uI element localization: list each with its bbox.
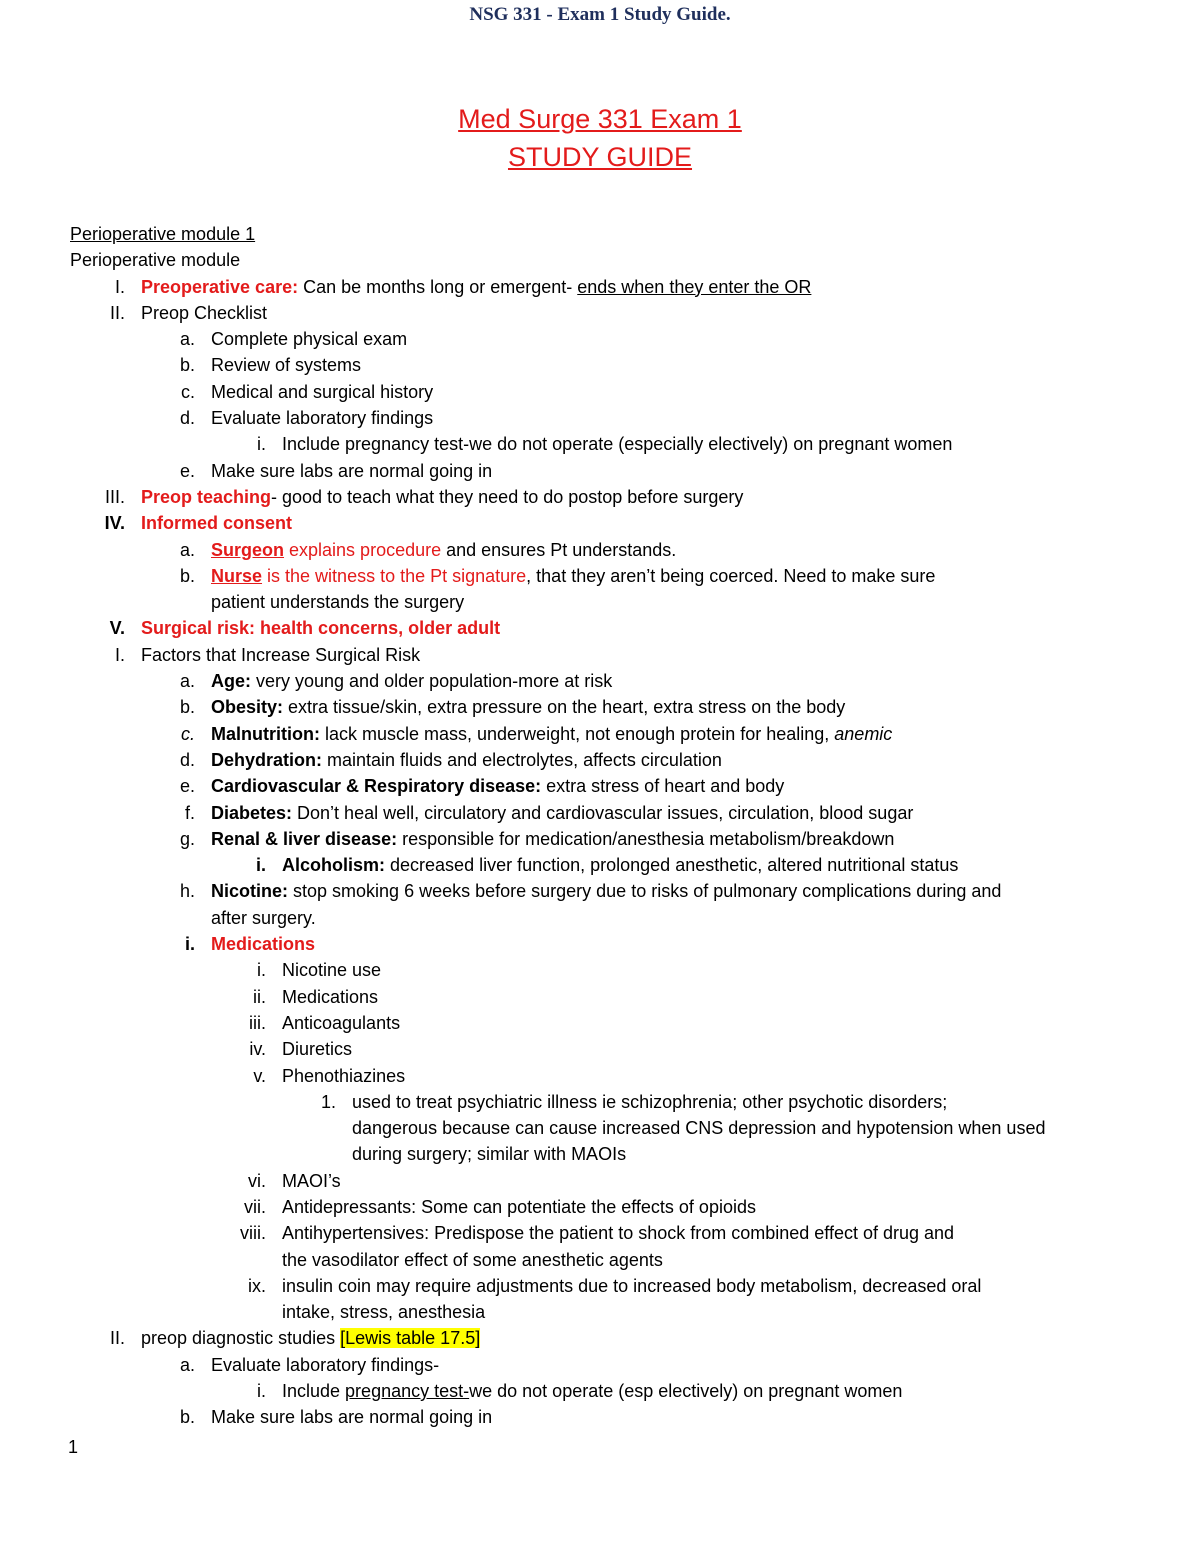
outline-text — [282, 1273, 981, 1299]
outline-marker: I. — [114, 276, 125, 297]
outline-text — [211, 458, 492, 484]
text-segment: Medical and surgical history — [211, 381, 434, 402]
text-segment: Complete physical exam — [211, 329, 408, 350]
outline-marker: d. — [179, 408, 195, 429]
outline-line — [70, 1089, 1150, 1115]
outline-marker: IV. — [104, 513, 125, 534]
outline-line — [70, 326, 1150, 352]
outline-marker: b. — [179, 697, 195, 718]
outline-marker: f. — [184, 802, 195, 823]
page-header: NSG 331 - Exam 1 Study Guide. — [469, 4, 731, 25]
outline-line — [70, 931, 1150, 957]
outline-marker: I. — [114, 644, 125, 665]
outline-marker: iv. — [249, 1039, 266, 1060]
text-segment: extra stress of heart and body — [541, 776, 785, 797]
outline-text — [211, 405, 433, 431]
text-segment: Evaluate laboratory findings — [211, 408, 434, 429]
outline-text — [211, 1404, 492, 1430]
outline-line — [70, 1115, 1150, 1141]
outline-line — [70, 484, 1150, 510]
outline-line — [70, 221, 1150, 247]
text-segment: Preop Checklist — [141, 302, 268, 323]
outline-line — [70, 589, 1150, 615]
outline-text — [211, 668, 612, 694]
outline-line — [70, 615, 1150, 641]
text-segment: explains procedure — [284, 539, 442, 560]
text-segment: MAOI’s — [282, 1170, 341, 1191]
outline-line — [70, 274, 1150, 300]
outline-marker: ix. — [248, 1275, 266, 1296]
outline-text — [282, 1036, 352, 1062]
text-segment: Anticoagulants — [282, 1012, 401, 1033]
text-segment: ends when they enter the OR — [577, 276, 812, 297]
text-segment: [Lewis table 17.5] — [340, 1328, 481, 1349]
text-segment: Nurse — [211, 565, 263, 586]
text-segment: stop smoking 6 weeks before surgery due to risks of pulmonary complications during and — [288, 881, 1002, 902]
text-segment: Perioperative module 1 — [70, 224, 256, 244]
outline-text — [282, 1299, 485, 1325]
outline-line — [70, 721, 1150, 747]
outline-text — [211, 931, 315, 957]
text-segment: Alcoholism: — [282, 855, 386, 876]
outline-text — [282, 852, 958, 878]
outline-text — [282, 431, 952, 457]
text-segment: we do not operate (esp electively) on pregnant women — [469, 1381, 903, 1402]
text-segment: very young and older population-more at risk — [251, 671, 613, 692]
outline-text — [211, 694, 845, 720]
text-segment: Renal & liver disease: — [211, 828, 398, 849]
outline-marker: h. — [179, 881, 195, 902]
outline-text — [282, 1247, 663, 1273]
outline-marker: ii. — [253, 986, 266, 1007]
text-segment: Include — [282, 1381, 346, 1402]
outline-content — [70, 221, 1150, 1431]
outline-text — [282, 1194, 756, 1220]
outline-text — [282, 1063, 405, 1089]
outline-line — [70, 694, 1150, 720]
outline-text — [282, 957, 381, 983]
title-block — [0, 100, 1200, 176]
outline-line — [70, 405, 1150, 431]
text-segment: Antihypertensives: Predispose the patient to shock from combined effect of drug and — [282, 1223, 955, 1244]
outline-marker: i. — [255, 855, 266, 876]
outline-line — [70, 1299, 1150, 1325]
outline-text — [282, 1220, 954, 1246]
text-segment: lack muscle mass, underweight, not enough protein for healing, — [319, 723, 835, 744]
outline-line — [70, 1325, 1150, 1351]
outline-marker: viii. — [240, 1223, 266, 1244]
text-segment: Medications — [282, 986, 379, 1007]
outline-line — [70, 852, 1150, 878]
text-segment: pregnancy test- — [345, 1381, 470, 1402]
outline-line — [70, 1378, 1150, 1404]
outline-line — [70, 984, 1150, 1010]
outline-marker: b. — [179, 1407, 195, 1428]
text-segment: patient understands the surgery — [211, 592, 465, 613]
outline-marker: a. — [179, 1354, 195, 1375]
text-segment: dangerous because can cause increased CNS depression and hypotension when used — [352, 1118, 1046, 1139]
text-segment: Review of systems — [211, 355, 362, 376]
text-segment: is the witness to the Pt signature — [262, 565, 527, 586]
outline-marker: e. — [179, 776, 195, 797]
text-segment: Surgical risk: health concerns, older adult — [141, 618, 501, 639]
outline-text — [211, 773, 784, 799]
text-segment: Age: — [211, 671, 251, 692]
outline-marker: V. — [109, 618, 125, 639]
text-segment: Perioperative module — [70, 250, 241, 271]
outline-text — [211, 379, 433, 405]
outline-marker: vi. — [248, 1170, 266, 1191]
document-subtitle: STUDY GUIDE — [507, 142, 693, 172]
text-segment: Diabetes: — [211, 802, 293, 823]
outline-line — [70, 957, 1150, 983]
text-segment: Malnutrition: — [211, 723, 320, 744]
outline-line — [70, 379, 1150, 405]
outline-text — [282, 1378, 902, 1404]
outline-text — [352, 1089, 947, 1115]
outline-line — [70, 826, 1150, 852]
outline-text — [141, 510, 292, 536]
text-segment: Preoperative care: — [141, 276, 299, 297]
text-segment: - good to teach what they need to do postop before surgery — [271, 486, 744, 507]
outline-marker: i. — [257, 1381, 266, 1402]
outline-line — [70, 352, 1150, 378]
outline-text — [211, 589, 464, 615]
outline-text — [352, 1115, 1045, 1141]
outline-marker: e. — [179, 460, 195, 481]
text-segment: Factors that Increase Surgical Risk — [141, 644, 421, 665]
text-segment: Antidepressants: Some can potentiate the effects of opioids — [282, 1196, 756, 1217]
outline-text — [211, 878, 1001, 904]
outline-marker: iii. — [249, 1012, 266, 1033]
outline-text — [211, 563, 935, 589]
outline-text — [141, 484, 743, 510]
text-segment: insulin coin may require adjustments due to increased body metabolism, decreased oral — [282, 1275, 982, 1296]
outline-line — [70, 1010, 1150, 1036]
outline-text — [211, 721, 892, 747]
text-segment: during surgery; similar with MAOIs — [352, 1144, 627, 1165]
text-segment: Make sure labs are normal going in — [211, 1407, 493, 1428]
document-title: Med Surge 331 Exam 1 — [458, 104, 742, 134]
text-segment: preop diagnostic studies — [141, 1328, 341, 1349]
outline-marker: 1. — [320, 1091, 336, 1112]
outline-marker: II. — [109, 302, 125, 323]
outline-line — [70, 510, 1150, 536]
text-segment: Preop teaching — [141, 486, 272, 507]
text-segment: Surgeon — [211, 539, 285, 560]
outline-marker: d. — [179, 749, 195, 770]
text-segment: Include pregnancy test-we do not operate (especially electively) on pregnant women — [282, 434, 953, 455]
text-segment: used to treat psychiatric illness ie schizophrenia; other psychotic disorders; — [352, 1091, 948, 1112]
outline-text — [70, 247, 240, 273]
outline-line — [70, 1063, 1150, 1089]
outline-line — [70, 247, 1150, 273]
outline-marker: i. — [184, 934, 195, 955]
text-segment: Evaluate laboratory findings- — [211, 1354, 440, 1375]
outline-text — [211, 826, 894, 852]
page-number: 1 — [68, 1437, 79, 1457]
outline-line — [70, 563, 1150, 589]
outline-line — [70, 1273, 1150, 1299]
outline-text — [141, 1325, 480, 1351]
outline-line — [70, 1352, 1150, 1378]
outline-line — [70, 1220, 1150, 1246]
outline-text — [141, 300, 267, 326]
outline-text — [282, 984, 378, 1010]
text-segment: the vasodilator effect of some anesthetic agents — [282, 1249, 663, 1270]
outline-text — [352, 1141, 626, 1167]
text-segment: anemic — [834, 723, 893, 744]
outline-marker: b. — [179, 355, 195, 376]
outline-marker: II. — [109, 1328, 125, 1349]
outline-text — [70, 221, 255, 247]
outline-line — [70, 1404, 1150, 1430]
outline-marker: a. — [179, 329, 195, 350]
outline-text — [141, 642, 420, 668]
text-segment: , that they aren’t being coerced. Need to make sure — [526, 565, 936, 586]
text-segment: and ensures Pt understands. — [441, 539, 677, 560]
text-segment: maintain fluids and electrolytes, affects circulation — [322, 749, 722, 770]
outline-line — [70, 905, 1150, 931]
text-segment: Make sure labs are normal going in — [211, 460, 493, 481]
outline-text — [211, 326, 407, 352]
outline-text — [211, 747, 722, 773]
outline-line — [70, 1168, 1150, 1194]
outline-line — [70, 1141, 1150, 1167]
outline-text — [211, 905, 316, 931]
outline-line — [70, 747, 1150, 773]
outline-line — [70, 1247, 1150, 1273]
outline-line — [70, 537, 1150, 563]
outline-text — [141, 615, 500, 641]
outline-text — [211, 800, 913, 826]
outline-line — [70, 668, 1150, 694]
outline-marker: a. — [179, 539, 195, 560]
text-segment: Medications — [211, 934, 316, 955]
outline-marker: III. — [104, 486, 125, 507]
outline-line — [70, 773, 1150, 799]
outline-text — [211, 1352, 439, 1378]
text-segment: intake, stress, anesthesia — [282, 1302, 486, 1323]
text-segment: Can be months long or emergent- — [298, 276, 578, 297]
outline-line — [70, 458, 1150, 484]
text-segment: Informed consent — [141, 513, 293, 534]
text-segment: Diuretics — [282, 1039, 353, 1060]
text-segment: Cardiovascular & Respiratory disease: — [211, 776, 542, 797]
outline-line — [70, 1194, 1150, 1220]
outline-line — [70, 642, 1150, 668]
outline-marker: g. — [179, 828, 195, 849]
outline-text — [141, 274, 811, 300]
outline-marker: v. — [253, 1065, 266, 1086]
outline-marker: vii. — [244, 1196, 266, 1217]
text-segment: after surgery. — [211, 907, 316, 928]
outline-line — [70, 1036, 1150, 1062]
text-segment: extra tissue/skin, extra pressure on the heart, extra stress on the body — [283, 697, 846, 718]
outline-line — [70, 800, 1150, 826]
outline-marker: c. — [180, 723, 195, 744]
outline-marker: c. — [180, 381, 195, 402]
outline-marker: i. — [257, 434, 266, 455]
outline-text — [211, 537, 676, 563]
outline-marker: b. — [179, 565, 195, 586]
text-segment: Nicotine use — [282, 960, 382, 981]
outline-text — [211, 352, 361, 378]
outline-marker: i. — [257, 960, 266, 981]
text-segment: Phenothiazines — [282, 1065, 406, 1086]
outline-text — [282, 1168, 341, 1194]
outline-line — [70, 300, 1150, 326]
text-segment: Dehydration: — [211, 749, 323, 770]
text-segment: Nicotine: — [211, 881, 289, 902]
text-segment: Don’t heal well, circulatory and cardiovascular issues, circulation, blood sugar — [292, 802, 914, 823]
text-segment: responsible for medication/anesthesia metabolism/breakdown — [397, 828, 895, 849]
text-segment: decreased liver function, prolonged anesthetic, altered nutritional status — [385, 855, 959, 876]
text-segment: Obesity: — [211, 697, 284, 718]
outline-line — [70, 878, 1150, 904]
outline-text — [282, 1010, 400, 1036]
outline-marker: a. — [179, 671, 195, 692]
outline-line — [70, 431, 1150, 457]
